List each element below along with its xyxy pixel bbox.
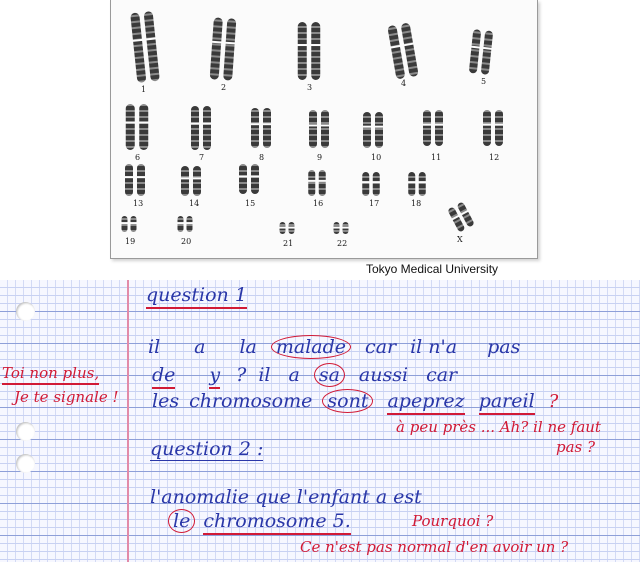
teacher-margin-note-1: Toi non plus, (2, 366, 99, 381)
chromosome-number: 1 (141, 85, 147, 94)
chromosome (321, 110, 329, 148)
chromosome (423, 110, 431, 146)
chromosome-number: 6 (135, 153, 141, 162)
chromosome-pair (125, 104, 149, 150)
chromosome-number: 20 (181, 237, 192, 246)
centromere (321, 124, 330, 126)
chromosome (481, 30, 494, 75)
answer1-line1: il a la malade car il n'a pas (148, 336, 521, 358)
centromere (297, 44, 307, 46)
chromosome (469, 29, 482, 74)
centromere (423, 124, 432, 126)
chromosome-pair (297, 22, 321, 80)
chromosome-pair (308, 170, 327, 196)
centromere (203, 123, 212, 125)
centromere (239, 175, 248, 177)
centromere (279, 227, 286, 229)
chromosome (495, 110, 503, 146)
q1-heading: question 1 (146, 286, 247, 305)
chromosome-number: 17 (369, 199, 380, 208)
chromosome-number: 19 (125, 237, 136, 246)
chromosome (125, 164, 133, 196)
centromere (263, 123, 272, 125)
notebook-page (0, 280, 640, 562)
centromere (375, 126, 384, 128)
chromosome (181, 166, 189, 196)
centromere (130, 222, 137, 224)
chromosome-number: 15 (245, 199, 256, 208)
answer1-line2: de y ? il a sa aussi car (152, 366, 457, 385)
chromosome-number: 4 (401, 79, 407, 88)
punch-hole (16, 302, 35, 321)
centromere (181, 177, 190, 179)
answer1-line3: les chromosome sont apeprez pareil ? (152, 392, 558, 411)
centromere (251, 123, 260, 125)
chromosome (263, 108, 271, 148)
chromosome-number: 13 (133, 199, 144, 208)
chromosome-pair (191, 106, 212, 150)
chromosome-pair (362, 172, 381, 196)
chromosome (191, 106, 199, 150)
karyotype-image (111, 0, 537, 258)
centromere (125, 176, 134, 178)
chromosome (362, 172, 369, 196)
teacher-comment-2: pas ? (556, 438, 596, 456)
chromosome (239, 164, 247, 194)
centromere (177, 222, 184, 224)
chromosome-pair (447, 201, 476, 233)
chromosome-number: 16 (313, 199, 324, 208)
centromere (435, 124, 444, 126)
chromosome-pair (125, 164, 146, 196)
chromosome (375, 112, 383, 148)
chromosome-pair (181, 166, 202, 196)
karyotype-figure (110, 0, 538, 259)
chromosome (130, 12, 146, 83)
centromere (191, 123, 200, 125)
chromosome-pair (483, 110, 504, 146)
centromere (137, 176, 146, 178)
centromere (311, 44, 321, 46)
centromere (125, 121, 135, 123)
punch-hole (16, 454, 35, 473)
centromere (193, 177, 202, 179)
teacher-comment-4: Ce n'est pas normal d'en avoir un ? (300, 538, 569, 556)
centromere (251, 175, 260, 177)
chromosome-pair (121, 216, 137, 232)
chromosome-pair (279, 222, 295, 234)
centromere (308, 180, 316, 182)
centromere (372, 181, 380, 183)
chromosome (298, 22, 307, 80)
chromosome (223, 18, 236, 80)
chromosome-number: 18 (411, 199, 422, 208)
chromosome-number: 21 (283, 239, 294, 248)
centromere (408, 181, 416, 183)
chromosome (203, 106, 211, 150)
chromosome (251, 108, 259, 148)
chromosome (309, 110, 317, 148)
centromere (318, 180, 326, 182)
centromere (495, 124, 504, 126)
chromosome-number: 3 (307, 83, 313, 92)
chromosome-number: X (457, 235, 463, 244)
teacher-comment-1: à peu près ... Ah? il ne faut (396, 418, 601, 436)
chromosome-number: 14 (189, 199, 200, 208)
chromosome (435, 110, 443, 146)
chromosome-number: 8 (259, 153, 265, 162)
chromosome-number: 10 (371, 153, 382, 162)
centromere (139, 121, 149, 123)
chromosome-number: 22 (337, 239, 348, 248)
chromosome-pair (130, 11, 161, 83)
chromosome (251, 164, 259, 194)
answer2-line2: le chromosome 5. (168, 512, 351, 531)
chromosome (308, 170, 315, 196)
chromosome (126, 104, 135, 150)
teacher-margin-note-2: Je te signale ! (14, 388, 119, 406)
teacher-comment-3: Pourquoi ? (412, 512, 494, 530)
chromosome-pair (251, 108, 272, 148)
centromere (483, 124, 492, 126)
chromosome-number: 2 (221, 83, 227, 92)
image-credit: Tokyo Medical University (366, 262, 499, 276)
centromere (342, 227, 349, 229)
chromosome (408, 172, 415, 196)
centromere (121, 222, 128, 224)
chromosome (139, 104, 148, 150)
chromosome (373, 172, 380, 196)
chromosome (483, 110, 491, 146)
chromosome (363, 112, 371, 148)
punch-hole (16, 422, 35, 441)
chromosome-pair (239, 164, 260, 194)
chromosome (311, 22, 320, 80)
chromosome-pair (468, 29, 493, 75)
chromosome-number: 7 (199, 153, 205, 162)
chromosome-number: 12 (489, 153, 500, 162)
chromosome-pair (209, 17, 237, 80)
centromere (309, 124, 318, 126)
chromosome (210, 17, 223, 79)
chromosome-number: 11 (431, 153, 442, 162)
margin-line (127, 280, 129, 562)
chromosome (419, 172, 426, 196)
chromosome (193, 166, 201, 196)
chromosome-pair (309, 110, 330, 148)
chromosome-number: 5 (481, 77, 487, 86)
chromosome (319, 170, 326, 196)
answer2-line1: l'anomalie que l'enfant a est (150, 486, 422, 508)
centromere (333, 227, 340, 229)
chromosome-pair (177, 216, 193, 232)
chromosome (137, 164, 145, 196)
centromere (363, 126, 372, 128)
q2-heading: question 2 : (150, 438, 264, 460)
centromere (418, 181, 426, 183)
chromosome-pair (423, 110, 444, 146)
chromosome-pair (387, 22, 420, 79)
centromere (288, 227, 295, 229)
centromere (186, 222, 193, 224)
chromosome-number: 9 (317, 153, 323, 162)
chromosome-pair (333, 222, 349, 234)
chromosome-pair (363, 112, 384, 148)
chromosome-pair (408, 172, 427, 196)
chromosome (144, 11, 160, 82)
centromere (362, 181, 370, 183)
